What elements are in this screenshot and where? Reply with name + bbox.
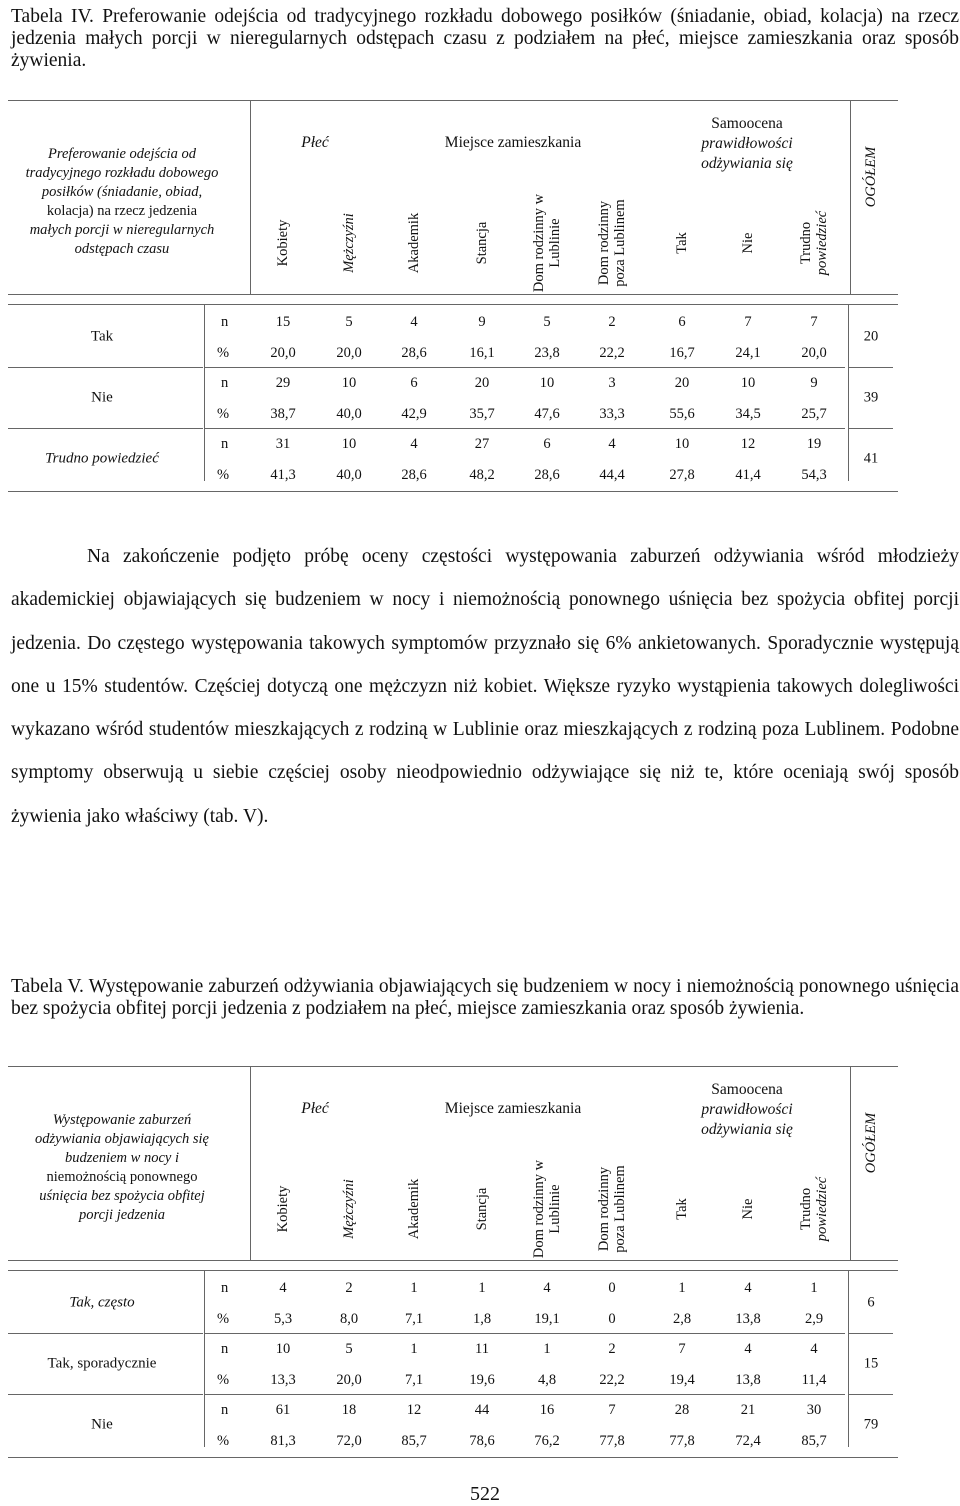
percent-cell: 13,8 [735,1372,761,1388]
total-cell: 39 [863,389,879,406]
count-marker: n [221,1341,229,1357]
count-cell: 7 [678,1341,686,1357]
column-header-line: Trudno [798,1187,814,1231]
row-separator [849,1333,893,1334]
column-header-line: Stancja [474,221,490,265]
column-header-line: Mężczyźni [341,1179,357,1239]
row-separator [8,428,203,429]
percent-marker: % [217,1433,230,1449]
row-separator [849,1394,893,1395]
column-header-text [406,1179,422,1239]
table-top-border [8,100,898,101]
column-header-line: Akademik [406,212,422,274]
column-header-line: OGÓŁEM [863,146,879,208]
column-header-line: Dom rodzinny [596,1166,612,1252]
percent-cell: 7,1 [404,1311,424,1327]
count-cell: 15 [275,314,291,330]
row-label: Nie [91,1416,113,1433]
count-marker: n [221,1402,229,1418]
count-cell: 30 [806,1402,822,1418]
count-cell: 16 [539,1402,555,1418]
header-divider [250,1066,251,1260]
header-bottom-border [8,1260,898,1261]
count-cell: 31 [275,436,291,452]
column-header-line: poza Lublinem [612,199,628,287]
count-cell: 10 [674,436,690,452]
total-cell: 15 [863,1355,879,1372]
data-top-border [8,1270,898,1271]
percent-cell: 40,0 [336,467,362,483]
count-cell: 1 [410,1341,418,1357]
count-cell: 4 [410,314,418,330]
count-cell: 4 [744,1341,752,1357]
row-label: Tak [90,328,114,345]
column-header-line: Nie [740,1198,756,1220]
percent-cell: 25,7 [801,406,827,422]
percent-cell: 11,4 [801,1372,827,1388]
table-bottom-border [8,1457,898,1458]
count-cell: 4 [543,1280,551,1296]
count-cell: 3 [608,375,616,391]
column-header-text [275,1186,291,1233]
percent-cell: 41,3 [270,467,296,483]
header-divider [850,1066,851,1260]
column-header-text [674,1198,690,1220]
percent-cell: 76,2 [534,1433,560,1449]
count-cell: 10 [740,375,756,391]
count-cell: 20 [674,375,690,391]
total-cell: 79 [863,1416,879,1433]
column-header-text [474,1188,490,1231]
count-marker: n [221,375,229,391]
count-cell: 21 [740,1402,756,1418]
count-cell: 1 [810,1280,818,1296]
row-separator [849,428,893,429]
column-header-line: Dom rodzinny w [531,1159,547,1259]
description-line: budzeniem w nocy i [65,1150,179,1166]
column-header-text [863,1113,879,1173]
count-marker: n [221,314,229,330]
percent-cell: 20,0 [336,1372,362,1388]
percent-cell: 19,1 [534,1311,560,1327]
percent-cell: 2,8 [672,1311,692,1327]
column-header-text [740,1199,756,1220]
row-label: Tak, sporadycznie [47,1355,157,1372]
row-separator [205,367,845,368]
percent-cell: 77,8 [669,1433,695,1449]
header-bottom-border [8,294,898,295]
body-paragraph: Na zakończenie podjęto próbę oceny częstości występowania zaburzeń odżywiania wśród młodzieży akademickiej objawiających się budzeniem w nocy i niemożnością ponownego uśnięcia bez spożycia obfitej porcji jedzenia. Do częstego występowania takowych symptomów przyznało się 6% ankietowanych. Sporadycznie występują one u 15% studentów. Częściej dotyczą one mężczyzn niż kobiet. Większe ryzyko wystąpienia takowych dolegliwości wykazano wśród studentów mieszkających z rodziną w Lublinie oraz mieszkających z rodziną poza Lublinem. Podobne symptomy obserwują u siebie częściej osoby nieodpowiednio odżywiające się niż te, które oceniają swój sposób żywienia jako właściwy (tab. V). [11,546,959,827]
row-label: Trudno powiedzieć [45,450,159,467]
count-cell: 6 [543,436,551,452]
column-header-line: Tak [674,232,690,254]
percent-cell: 34,5 [735,406,761,422]
percent-cell: 19,6 [469,1372,495,1388]
percent-cell: 23,8 [534,345,560,361]
column-header-line: Dom rodzinny [596,200,612,286]
row-separator [8,1333,203,1334]
header-divider [850,100,851,294]
column-header-text [740,233,756,254]
column-header-text [275,220,291,267]
percent-cell: 48,2 [469,467,495,483]
percent-cell: 20,0 [801,345,827,361]
percent-cell: 22,2 [599,345,625,361]
data-divider [204,1270,205,1447]
column-header-text [596,1165,628,1252]
percent-cell: 16,1 [469,345,495,361]
count-cell: 9 [478,314,486,330]
percent-cell: 38,7 [270,406,296,422]
table-top-border [8,1066,898,1067]
column-header-line: Kobiety [275,219,291,267]
column-header-text [798,211,830,275]
data-divider [204,304,205,481]
percent-cell: 77,8 [599,1433,625,1449]
row-separator [205,1333,845,1334]
total-cell: 20 [863,328,879,345]
count-cell: 12 [406,1402,422,1418]
row-label: Tak, często [69,1294,135,1311]
percent-cell: 33,3 [599,406,625,422]
count-cell: 4 [410,436,418,452]
percent-cell: 78,6 [469,1433,495,1449]
count-marker: n [221,436,229,452]
count-cell: 7 [810,314,818,330]
total-cell: 6 [867,1294,875,1311]
group-header-samoocena [701,114,793,174]
count-cell: 5 [345,314,353,330]
count-cell: 19 [806,436,822,452]
group-header-samoocena [701,1080,793,1140]
column-header-text [406,213,422,273]
column-header-text [341,1179,357,1239]
description-line: posiłków (śniadanie, obiad, [41,184,203,200]
column-header-text [798,1177,830,1241]
column-header-line: powiedzieć [814,210,830,276]
count-cell: 11 [475,1341,489,1357]
count-cell: 10 [275,1341,291,1357]
group-header-line: Samoocena [711,1081,783,1098]
count-cell: 4 [608,436,616,452]
percent-cell: 41,4 [735,467,761,483]
row-separator [8,367,203,368]
percent-cell: 42,9 [401,406,427,422]
column-header-line: Nie [740,232,756,254]
percent-marker: % [217,406,230,422]
data-divider [848,1270,849,1447]
column-header-line: Stancja [474,1187,490,1231]
percent-cell: 28,6 [534,467,560,483]
group-header-miejsce: Miejsce zamieszkania [444,134,582,151]
percent-cell: 7,1 [404,1372,424,1388]
count-cell: 61 [275,1402,291,1418]
percent-cell: 13,3 [270,1372,296,1388]
description-line: małych porcji w nieregularnych [29,222,215,238]
count-cell: 5 [345,1341,353,1357]
count-cell: 10 [341,375,357,391]
column-header-line: Mężczyźni [341,213,357,273]
column-header-line: Lublinie [547,218,563,268]
count-cell: 27 [474,436,490,452]
percent-cell: 20,0 [270,345,296,361]
count-cell: 4 [744,1280,752,1296]
count-cell: 4 [279,1280,287,1296]
data-top-border [8,304,898,305]
percent-marker: % [217,1372,230,1388]
table-iv-caption: Tabela IV. Preferowanie odejścia od tradycyjnego rozkładu dobowego posiłków (śniadanie, obiad, kolacja) na rzecz jedzenia małych porcji w nieregularnych odstępach czasu z podziałem na płeć, miejsce zamieszkania oraz sposób żywienia. [11,6,959,71]
percent-cell: 13,8 [735,1311,761,1327]
row-separator [8,1394,203,1395]
percent-cell: 16,7 [669,345,695,361]
count-cell: 2 [345,1280,353,1296]
row-separator [205,1394,845,1395]
count-cell: 1 [478,1280,486,1296]
column-header-line: Trudno [798,221,814,265]
percent-cell: 47,6 [534,406,560,422]
percent-cell: 8,0 [339,1311,359,1327]
row-label: Nie [91,389,113,406]
percent-cell: 1,8 [472,1311,492,1327]
column-header-line: powiedzieć [814,1176,830,1242]
percent-cell: 44,4 [599,467,625,483]
column-header-text [341,213,357,273]
table-bottom-border [8,491,898,492]
count-cell: 4 [810,1341,818,1357]
row-separator [205,428,845,429]
description-line: Preferowanie odejścia od [48,146,196,162]
count-cell: 29 [275,375,291,391]
column-header-line: Kobiety [275,1185,291,1233]
description-line: odstępach czasu [74,241,170,257]
count-cell: 0 [608,1280,616,1296]
count-cell: 44 [474,1402,490,1418]
description-line: porcji jedzenia [78,1207,166,1223]
group-header-line: odżywiania się [701,155,793,172]
group-header-line: Samoocena [711,115,783,132]
description-line: niemożnością ponownego [46,1169,198,1185]
column-header-text [531,1160,563,1258]
count-cell: 20 [474,375,490,391]
percent-cell: 27,8 [669,467,695,483]
percent-cell: 24,1 [735,345,761,361]
table-v-caption: Tabela V. Występowanie zaburzeń odżywiania objawiających się budzeniem w nocy i niemożnością ponownego uśnięcia bez spożycia obfitej porcji jedzenia z podziałem na płeć, miejsce zamieszkania oraz sposób żywienia. [11,976,959,1019]
group-header-line: prawidłowości [701,135,793,152]
count-cell: 18 [341,1402,357,1418]
percent-cell: 0 [608,1311,616,1327]
group-header-line: prawidłowości [701,1101,793,1118]
table-description [17,1111,227,1225]
group-header-plec: Płeć [301,134,329,151]
group-header-line: odżywiania się [701,1121,793,1138]
count-cell: 2 [608,1341,616,1357]
group-header-plec: Płeć [301,1100,329,1117]
percent-cell: 85,7 [801,1433,827,1449]
percent-cell: 54,3 [801,467,827,483]
column-header-line: Dom rodzinny w [531,193,547,293]
column-header-line: poza Lublinem [612,1165,628,1253]
column-header-text [674,232,690,254]
percent-cell: 20,0 [336,345,362,361]
column-header-line: Lublinie [547,1184,563,1234]
count-cell: 2 [608,314,616,330]
percent-cell: 72,4 [735,1433,761,1449]
total-cell: 41 [863,450,879,467]
column-header-text [531,194,563,292]
column-header-text [863,147,879,207]
description-line: Występowanie zaburzeń [52,1112,192,1128]
description-line: kolacja) na rzecz jedzenia [46,203,198,219]
percent-cell: 72,0 [336,1433,362,1449]
column-header-line: Tak [674,1198,690,1220]
column-header-text [474,222,490,265]
percent-cell: 28,6 [401,467,427,483]
group-header-miejsce: Miejsce zamieszkania [444,1100,582,1117]
count-cell: 10 [341,436,357,452]
percent-marker: % [217,345,230,361]
percent-cell: 35,7 [469,406,495,422]
count-cell: 7 [744,314,752,330]
percent-cell: 19,4 [669,1372,695,1388]
percent-cell: 85,7 [401,1433,427,1449]
count-cell: 7 [608,1402,616,1418]
count-cell: 12 [740,436,756,452]
column-header-line: OGÓŁEM [863,1112,879,1174]
percent-cell: 4,8 [537,1372,557,1388]
percent-marker: % [217,1311,230,1327]
count-cell: 6 [678,314,686,330]
percent-cell: 22,2 [599,1372,625,1388]
percent-cell: 55,6 [669,406,695,422]
description-line: odżywiania objawiających się [35,1131,209,1147]
count-cell: 9 [810,375,818,391]
data-divider [848,304,849,481]
description-line: tradycyjnego rozkładu dobowego [25,165,219,181]
count-cell: 1 [410,1280,418,1296]
count-cell: 6 [410,375,418,391]
description-line: uśnięcia bez spożycia obfitej [39,1188,205,1204]
count-cell: 5 [543,314,551,330]
percent-cell: 28,6 [401,345,427,361]
table-description [17,145,227,259]
count-cell: 28 [674,1402,690,1418]
column-header-line: Akademik [406,1178,422,1240]
percent-cell: 2,9 [804,1311,824,1327]
percent-cell: 5,3 [273,1311,293,1327]
count-cell: 10 [539,375,555,391]
row-separator [849,367,893,368]
percent-marker: % [217,467,230,483]
percent-cell: 40,0 [336,406,362,422]
count-cell: 1 [543,1341,551,1357]
count-marker: n [221,1280,229,1296]
count-cell: 1 [678,1280,686,1296]
percent-cell: 81,3 [270,1433,296,1449]
page-number: 522 [470,1483,500,1505]
header-divider [250,100,251,294]
column-header-text [596,199,628,286]
